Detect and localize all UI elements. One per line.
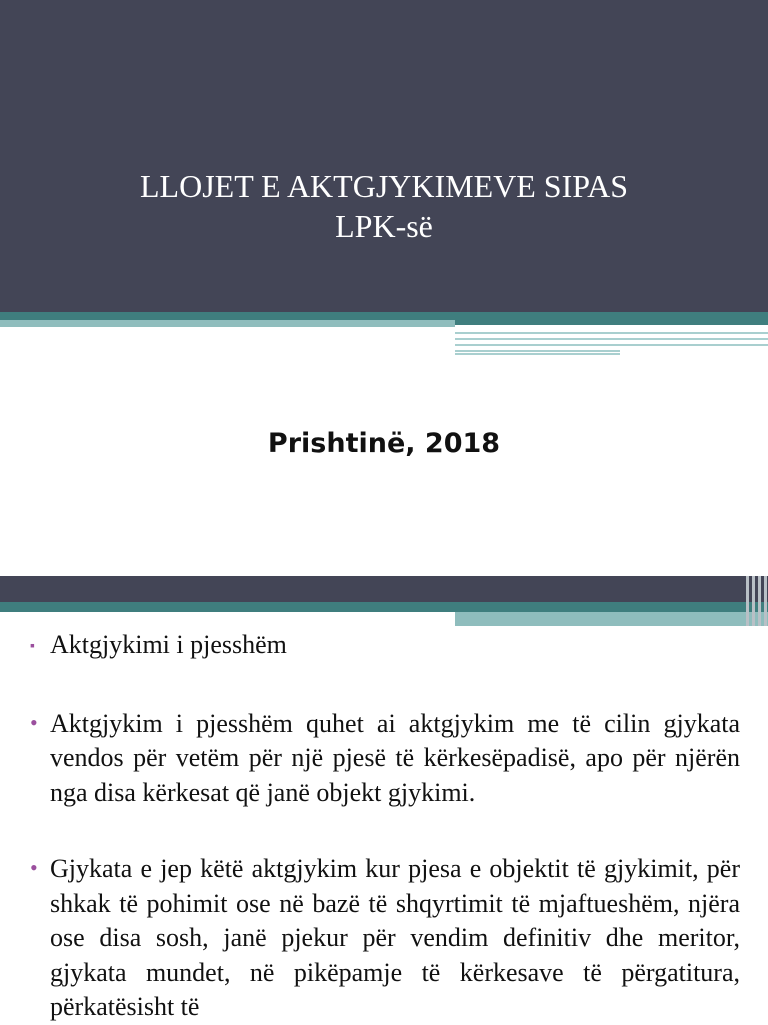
content-slide-header	[0, 576, 768, 602]
bullet-text: Aktgjykimi i pjesshëm	[50, 630, 287, 659]
bullet-list	[30, 628, 740, 1025]
decor-line	[455, 353, 620, 355]
list-item	[30, 852, 740, 1025]
square-bullet-icon: ▪	[30, 639, 35, 654]
light-teal-band	[455, 612, 768, 626]
decor-line	[455, 332, 768, 334]
light-teal-band	[0, 320, 455, 327]
dot-bullet-icon: •	[30, 709, 38, 735]
slide-subtitle: Prishtinë, 2018	[267, 428, 501, 459]
slide-title-line-2: LPK-së	[335, 208, 433, 244]
decor-stripe	[752, 576, 755, 626]
teal-band	[0, 602, 768, 612]
decor-line	[455, 350, 620, 352]
decor-stripe	[758, 576, 761, 626]
slide-title-line-1: LLOJET E AKTGJYKIMEVE SIPAS	[139, 168, 629, 204]
decor-line	[455, 338, 768, 340]
decor-stripe	[746, 576, 749, 626]
dot-bullet-icon: •	[30, 855, 38, 880]
decor-line	[455, 344, 768, 346]
list-item	[30, 707, 740, 811]
list-item	[30, 628, 740, 663]
bullet-text: Aktgjykim i pjesshëm quhet ai aktgjykim me të cilin gjykata vendos për vetëm për një pjesë të kërkesëpadisë, apo për njërën nga disa kërkesat që janë objekt gjykimi.	[50, 708, 740, 807]
bullet-text: Gjykata e jep këtë aktgjykim kur pjesa e objektit të gjykimit, për shkak të pohimit ose në bazë të shqyrtimit të mjaftueshëm, njëra ose disa sosh, janë pjekur për vendim definitiv dhe meritor, gjykata mundet, në pikëpamje të kërkesave të përgatitura, përkatësisht të	[50, 854, 740, 1021]
slide-title	[40, 166, 728, 246]
title-slide-header	[0, 0, 768, 312]
decor-stripe	[764, 576, 767, 626]
